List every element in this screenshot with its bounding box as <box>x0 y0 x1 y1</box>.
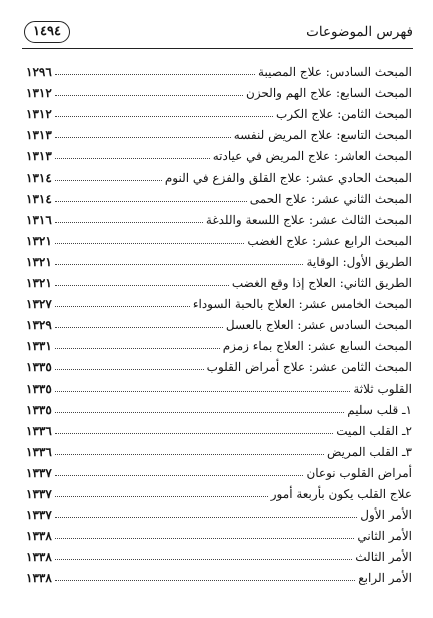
toc-entry-title: المبحث التاسع: علاج المريض لنفسه <box>233 128 412 143</box>
toc-entry <box>26 121 412 142</box>
toc-entry-page: ١٣٣٧ <box>26 465 52 480</box>
toc-entry-page: ١٣٢١ <box>26 276 52 291</box>
toc-entry-page: ١٣٣٧ <box>26 486 52 501</box>
toc-entry-title: المبحث الثاني عشر: علاج الحمى <box>249 191 412 206</box>
toc-entry-page: ١٣١٤ <box>26 170 52 185</box>
dot-leader <box>55 412 344 413</box>
toc-entry-page: ١٢٩٦ <box>26 65 52 80</box>
toc-entry-title: المبحث السادس عشر: العلاج بالعسل <box>225 318 412 333</box>
toc-entry-title: المبحث الرابع عشر: علاج الغضب <box>247 233 412 248</box>
toc-entry-title: الأمر الثالث <box>355 550 412 565</box>
dot-leader <box>55 243 245 244</box>
dot-leader <box>55 369 204 370</box>
toc-entry-title: علاج القلب يكون بأربعة أمور <box>270 486 412 501</box>
toc-entry-title: المبحث السابع عشر: العلاج بماء زمزم <box>222 339 412 354</box>
dot-leader <box>55 95 243 96</box>
toc-entry <box>26 142 412 163</box>
toc-entry-title: المبحث السادس: علاج المصيبة <box>258 65 412 80</box>
toc-entry <box>26 417 412 438</box>
toc-entry <box>26 332 412 353</box>
dot-leader <box>55 201 247 202</box>
toc-entry <box>26 185 412 206</box>
toc-entry-title: الأمر الرابع <box>358 571 412 586</box>
toc-entry <box>26 227 412 248</box>
toc-entry-page: ١٣٢٩ <box>26 318 52 333</box>
toc-entry-page: ١٣١٤ <box>26 191 52 206</box>
dot-leader <box>55 180 162 181</box>
dot-leader <box>55 222 203 223</box>
dot-leader <box>55 454 324 455</box>
toc-entry <box>26 269 412 290</box>
toc-entry-title: المبحث السابع: علاج الهم والحزن <box>246 86 412 101</box>
page-number-badge: ١٤٩٤ <box>24 21 70 43</box>
toc-entry <box>26 459 412 480</box>
toc-entry <box>26 543 412 564</box>
dot-leader <box>55 496 268 497</box>
toc-entry <box>26 374 412 395</box>
toc-entry <box>26 290 412 311</box>
toc-entry-page: ١٣٢٧ <box>26 297 52 312</box>
toc-entry <box>26 311 412 332</box>
dot-leader <box>55 116 273 117</box>
toc-entry-title: ٣ـ القلب المريض <box>326 444 412 459</box>
toc-entry <box>26 438 412 459</box>
running-title: فهرس الموضوعات <box>306 24 413 40</box>
dot-leader <box>55 264 304 265</box>
toc-entry <box>26 501 412 522</box>
toc-entry <box>26 480 412 501</box>
toc-entry-page: ١٣٣٦ <box>26 444 52 459</box>
toc-entry-title: المبحث الثامن: علاج الكرب <box>276 107 412 122</box>
toc-entry-title: المبحث الحادي عشر: علاج القلق والفزع في النوم <box>164 170 412 185</box>
toc-entry-page: ١٣١٢ <box>26 107 52 122</box>
toc-entry-title: الأمر الثاني <box>357 529 412 544</box>
dot-leader <box>55 391 351 392</box>
toc-entry-title: المبحث الثالث عشر: علاج اللسعة واللدغة <box>205 212 412 227</box>
dot-leader <box>55 348 220 349</box>
toc-entry <box>26 206 412 227</box>
toc-entry-page: ١٣٣٦ <box>26 423 52 438</box>
toc-entry-page: ١٣٣٧ <box>26 508 52 523</box>
toc-entry-page: ١٣٣٨ <box>26 529 52 544</box>
dot-leader <box>55 517 357 518</box>
toc-entry-title: أمراض القلوب نوعان <box>306 465 412 480</box>
toc-entry-page: ١٣٣٨ <box>26 571 52 586</box>
toc-entry-page: ١٣١٣ <box>26 149 52 164</box>
table-of-contents <box>26 58 412 585</box>
toc-entry <box>26 353 412 374</box>
dot-leader <box>55 285 229 286</box>
dot-leader <box>55 475 304 476</box>
dot-leader <box>55 306 190 307</box>
toc-entry <box>26 522 412 543</box>
toc-entry <box>26 163 412 184</box>
toc-entry-title: المبحث الخامس عشر: العلاج بالحبة السوداء <box>192 297 412 312</box>
dot-leader <box>55 327 223 328</box>
toc-entry-page: ١٣١٣ <box>26 128 52 143</box>
toc-entry-page: ١٣٣٨ <box>26 550 52 565</box>
toc-entry-title: القلوب ثلاثة <box>353 381 412 396</box>
dot-leader <box>55 137 231 138</box>
toc-entry-title: ١ـ قلب سليم <box>347 402 412 417</box>
toc-entry-page: ١٣١٢ <box>26 86 52 101</box>
dot-leader <box>55 538 355 539</box>
toc-entry <box>26 248 412 269</box>
toc-entry <box>26 564 412 585</box>
dot-leader <box>55 74 255 75</box>
toc-entry-title: الأمر الأول <box>360 508 412 523</box>
dot-leader <box>55 580 356 581</box>
toc-entry-page: ١٣٣١ <box>26 339 52 354</box>
toc-entry <box>26 79 412 100</box>
toc-entry-page: ١٣٢١ <box>26 233 52 248</box>
toc-entry-page: ١٣١٦ <box>26 212 52 227</box>
toc-entry-page: ١٣٣٥ <box>26 360 52 375</box>
toc-entry-page: ١٣٣٥ <box>26 381 52 396</box>
toc-entry-title: الطريق الثاني: العلاج إذا وقع الغضب <box>231 276 412 291</box>
toc-entry-title: ٢ـ القلب الميت <box>336 423 412 438</box>
toc-entry <box>26 396 412 417</box>
toc-entry-page: ١٣٢١ <box>26 254 52 269</box>
dot-leader <box>55 559 352 560</box>
toc-entry-page: ١٣٣٥ <box>26 402 52 417</box>
dot-leader <box>55 158 210 159</box>
toc-entry <box>26 58 412 79</box>
toc-entry-title: المبحث العاشر: علاج المريض في عيادته <box>212 149 412 164</box>
dot-leader <box>55 433 333 434</box>
toc-entry-title: المبحث الثامن عشر: علاج أمراض القلوب <box>206 360 412 375</box>
toc-entry-title: الطريق الأول: الوقاية <box>306 254 412 269</box>
toc-entry <box>26 100 412 121</box>
page-header <box>22 20 413 49</box>
